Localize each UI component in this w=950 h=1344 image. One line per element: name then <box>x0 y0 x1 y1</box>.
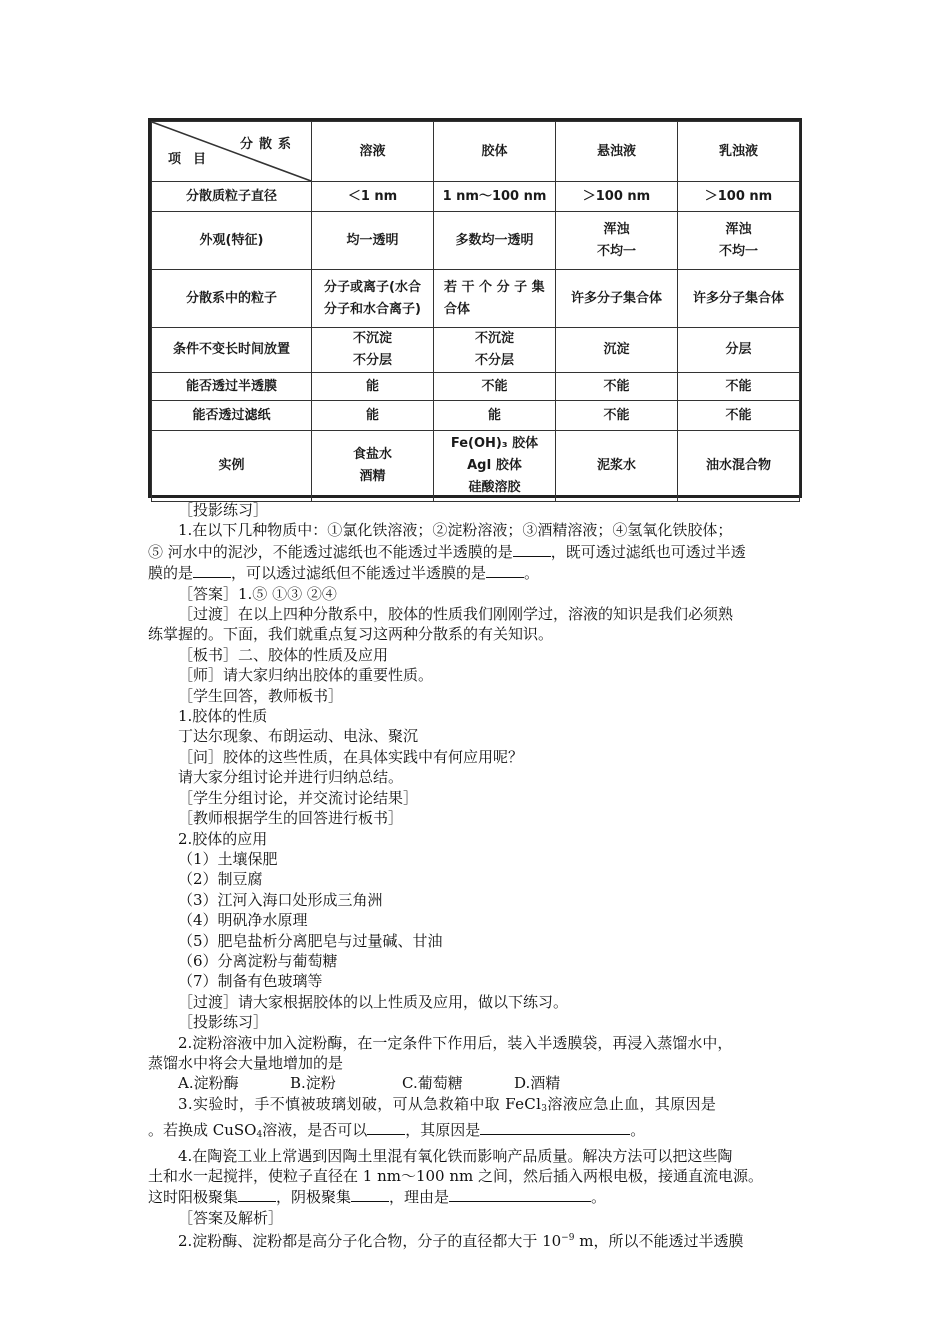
row-label: 分散质粒子直径 <box>152 182 312 212</box>
application-item: （3）江河入海口处形成三角洲 <box>178 890 383 909</box>
cell-text: 不能 <box>725 407 752 423</box>
table-cell <box>678 373 800 401</box>
row-label: 分散系中的粒子 <box>152 270 312 328</box>
table-cell <box>434 373 556 401</box>
table-cell <box>312 431 434 502</box>
cell-text: 许多分子集合体 <box>570 290 662 306</box>
question-1-line-3: 膜的是 ，可以透过滤纸但不能透过半透膜的是 。 <box>148 564 540 583</box>
question-4-line-1: 4.在陶瓷工业上常遇到因陶土里混有氧化铁而影响产品质量。解决方法可以把这些陶 <box>178 1146 733 1165</box>
cell-text: 均一透明 <box>346 232 399 248</box>
cell-text: 酒精 <box>359 469 386 484</box>
table-cell <box>556 212 678 270</box>
cell-text: 合体 <box>444 301 471 317</box>
discussion-instruction: 请大家分组讨论并进行归纳总结。 <box>178 768 404 787</box>
table-row <box>152 328 800 373</box>
question-2-options <box>148 1073 808 1093</box>
cell-text: 若 干 个 分 子 集 <box>444 279 545 295</box>
cell-text: 不沉淀 <box>474 331 514 346</box>
cell-text: 分层 <box>725 342 752 357</box>
transition-exercise: ［过渡］请大家根据胶体的以上性质及应用，做以下练习。 <box>178 992 569 1011</box>
cell-text: ＞100 nm <box>582 188 651 204</box>
answer-blank[interactable] <box>367 1119 405 1135</box>
teacher-board-line: ［教师根据学生的回答进行板书］ <box>178 809 404 828</box>
question-4-line-2: 土和水一起搅拌，使粒子直径在 1 nm～100 nm 之间，然后插入两根电极，接通直流电源。 <box>148 1167 764 1185</box>
application-item: （5）肥皂盐析分离肥皂与过量碱、甘油 <box>178 931 443 950</box>
row-label: 外观(特征) <box>152 212 312 270</box>
question-4-line-3: 这时阳极聚集 ，阴极聚集 ，理由是 。 <box>148 1188 607 1207</box>
group-discussion-line: ［学生分组讨论，并交流讨论结果］ <box>178 788 419 807</box>
header-colloid: 胶体 <box>434 122 556 182</box>
answer-1: ［答案］1.⑤ ①③ ②④ <box>178 584 337 603</box>
cell-text: 食盐水 <box>352 447 392 462</box>
cell-text: 不分层 <box>352 353 392 368</box>
table-row <box>152 270 800 328</box>
table-cell <box>434 212 556 270</box>
answer-blank[interactable] <box>449 1186 591 1202</box>
transition-line-1: ［过渡］在以上四种分散系中，胶体的性质我们刚刚学过，溶液的知识是我们必须熟 <box>178 605 734 624</box>
table-cell <box>556 328 678 373</box>
row-label: 条件不变长时间放置 <box>152 328 312 373</box>
row-label: 能否透过滤纸 <box>152 401 312 431</box>
header-dispersion-system: 分散系 <box>239 137 297 152</box>
analysis-line-1: 2.淀粉酶、淀粉都是高分子化合物，分子的直径都大于 $10^{-9}$ m，所以不能透过半透膜 <box>178 1232 744 1251</box>
question-line: ［问］胶体的这些性质，在具体实践中有何应用呢？ <box>178 747 524 766</box>
cell-text: 能 <box>487 407 501 423</box>
application-item: （4）明矾净水原理 <box>178 911 308 930</box>
colloid-applications-heading: 2.胶体的应用 <box>178 829 268 848</box>
table-cell <box>556 182 678 212</box>
cell-text: 沉淀 <box>603 342 630 357</box>
table-cell <box>678 270 800 328</box>
table-cell <box>434 182 556 212</box>
table-row <box>152 212 800 270</box>
answer-blank[interactable] <box>480 1119 630 1135</box>
board-heading: ［板书］二、胶体的性质及应用 <box>178 645 389 664</box>
application-item: （1）土壤保肥 <box>178 849 278 868</box>
table-cell <box>678 431 800 502</box>
question-2-line-1: 2.淀粉溶液中加入淀粉酶，在一定条件下作用后，装入半透膜袋，再浸入蒸馏水中， <box>178 1033 733 1052</box>
cell-text: 1 nm～100 nm <box>442 188 547 204</box>
cell-text: AgI 胶体 <box>467 458 522 473</box>
cell-text: ＜1 nm <box>347 188 398 204</box>
table-row <box>152 431 800 502</box>
cell-text: 泥浆水 <box>596 458 636 473</box>
header-item: 项目 <box>168 152 219 167</box>
option-c[interactable]: C.葡萄糖 <box>402 1074 463 1093</box>
table-cell <box>556 270 678 328</box>
table-cell <box>312 270 434 328</box>
cell-text: 分子或离子(水合 <box>324 279 421 295</box>
table-cell <box>556 431 678 502</box>
teacher-line: ［师］请大家归纳出胶体的重要性质。 <box>178 666 434 685</box>
answer-blank[interactable] <box>486 562 524 578</box>
table-cell <box>312 182 434 212</box>
table-cell <box>312 401 434 431</box>
table-cell <box>434 328 556 373</box>
answer-blank[interactable] <box>238 1186 276 1202</box>
application-item: （6）分离淀粉与葡萄糖 <box>178 951 338 970</box>
transition-line-2: 练掌握的。下面，我们就重点复习这两种分散系的有关知识。 <box>148 625 554 644</box>
option-d[interactable]: D.酒精 <box>514 1074 561 1093</box>
cell-text: 能 <box>365 378 379 394</box>
table-row <box>152 401 800 431</box>
table-cell <box>434 270 556 328</box>
cell-text: ＞100 nm <box>704 188 773 204</box>
cell-text: 不沉淀 <box>352 331 392 346</box>
cell-text: 不分层 <box>474 353 514 368</box>
cell-text: 多数均一透明 <box>455 232 534 248</box>
cell-text: 浑浊 <box>603 221 630 237</box>
table-row <box>152 373 800 401</box>
table-row <box>152 182 800 212</box>
cell-text: 不能 <box>481 378 508 394</box>
question-3-line-1: 3.实验时，手不慎被玻璃划破，可从急救箱中取 FeCl$_3$溶液应急止血，其原因是 <box>178 1094 717 1114</box>
header-suspension: 悬浊液 <box>556 122 678 182</box>
cell-text: 分子和水合离子) <box>324 301 421 317</box>
cell-text: 不均一 <box>596 243 636 259</box>
table-cell <box>678 328 800 373</box>
question-3-line-2: 。若换成 CuSO$_4$溶液，是否可以 ，其原因是 。 <box>148 1121 646 1141</box>
answer-blank[interactable] <box>193 562 231 578</box>
question-1-line-2: ⑤ 河水中的泥沙，不能透过滤纸也不能透过半透膜的是 ，既可透过滤纸也可透过半透 <box>148 542 746 561</box>
table-cell <box>434 431 556 502</box>
table-cell <box>556 401 678 431</box>
header-solution: 溶液 <box>312 122 434 182</box>
table-cell <box>434 401 556 431</box>
table-cell <box>312 373 434 401</box>
application-item: （2）制豆腐 <box>178 870 263 889</box>
table-cell <box>312 328 434 373</box>
question-2-line-2: 蒸馏水中将会大量地增加的是 <box>148 1053 344 1072</box>
cell-text: Fe(OH)₃ 胶体 <box>450 436 539 451</box>
answer-blank[interactable] <box>513 541 551 557</box>
answer-analysis-heading: ［答案及解析］ <box>178 1208 284 1227</box>
cell-text: 不能 <box>603 378 630 394</box>
cell-text: 浑浊 <box>725 221 752 237</box>
application-item: （7）制备有色玻璃等 <box>178 972 323 991</box>
cell-text: 不能 <box>725 378 752 394</box>
option-a[interactable]: A.淀粉酶 <box>178 1074 239 1093</box>
table-cell <box>678 182 800 212</box>
cell-text: 能 <box>365 407 379 423</box>
header-emulsion: 乳浊液 <box>678 122 800 182</box>
option-b[interactable]: B.淀粉 <box>290 1074 336 1093</box>
applications-list <box>148 849 808 992</box>
table-cell <box>556 373 678 401</box>
cell-text: 硅酸溶胶 <box>468 480 521 495</box>
cell-text: 油水混合物 <box>705 458 771 473</box>
cell-text: 不均一 <box>718 243 758 259</box>
student-answer-line: ［学生回答，教师板书］ <box>178 686 344 705</box>
section-projection-practice: ［投影练习］ <box>178 501 269 519</box>
row-label: 能否透过半透膜 <box>152 373 312 401</box>
cell-text: 许多分子集合体 <box>692 290 784 306</box>
table-cell <box>312 212 434 270</box>
table-cell <box>678 212 800 270</box>
table-cell <box>678 401 800 431</box>
colloid-properties-heading: 1.胶体的性质 <box>178 707 268 726</box>
section-projection-practice-2: ［投影练习］ <box>178 1013 269 1032</box>
question-1-line-1: 1.在以下几种物质中：①氯化铁溶液；②淀粉溶液；③酒精溶液；④氢氧化铁胶体； <box>178 521 733 540</box>
colloid-properties-list: 丁达尔现象、布朗运动、电泳、聚沉 <box>178 727 419 746</box>
lesson-text <box>148 500 808 1252</box>
row-label: 实例 <box>152 431 312 502</box>
answer-blank[interactable] <box>351 1186 389 1202</box>
dispersion-table <box>148 118 802 498</box>
cell-text: 不能 <box>603 407 630 423</box>
diagonal-header-cell <box>152 122 312 182</box>
